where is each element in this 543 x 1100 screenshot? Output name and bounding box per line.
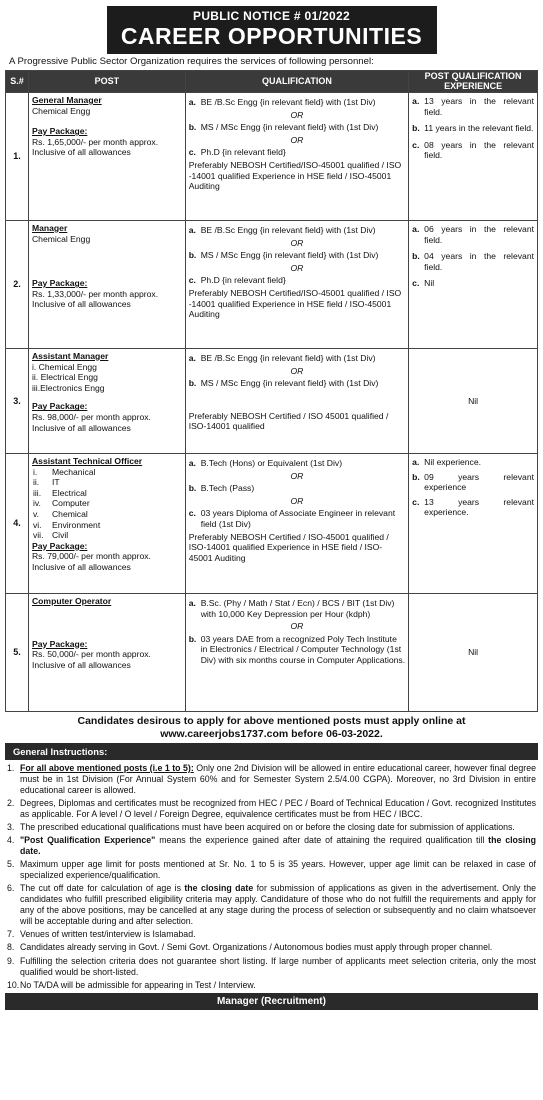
qualification-item: a. BE /B.Sc Engg {in relevant field} with (1st Div): [188, 225, 376, 235]
experience-item: a. 06 years in the relevant field.: [412, 224, 534, 245]
qualification-item: c. Ph.D {in relevant field}: [188, 275, 286, 286]
application-notice: [5, 715, 538, 740]
discipline-item: iv. Computer: [32, 498, 90, 509]
or-separator: OR: [290, 262, 304, 273]
experience-item: c. 13 years relevant experience.: [412, 496, 534, 518]
post-title: Computer Operator: [31, 596, 112, 606]
list-item: 9. Fulfilling the selection criteria does not guarantee short listing. If large number of applicants meet selection criteria, only the most qualified would be short-listed.: [7, 955, 536, 977]
pay-note: Inclusive of all allowances: [31, 422, 131, 433]
or-separator: OR: [290, 237, 304, 248]
qualification-item: a. BE /B.Sc Engg {in relevant field} with (1st Div): [188, 97, 376, 107]
pay-package-label: Pay Package:: [31, 126, 88, 137]
post-title: Assistant Technical Officer: [31, 456, 143, 466]
col-post: POST: [28, 71, 185, 93]
intro-text: A Progressive Public Sector Organization requires the services of following personnel:: [9, 56, 374, 67]
qualification-item: b. B.Tech (Pass): [188, 483, 255, 494]
signature-footer: Manager (Recruitment): [5, 993, 538, 1010]
notice-number: PUBLIC NOTICE # 01/2022: [193, 9, 350, 23]
row-number: 5.: [6, 594, 29, 712]
pay-note: Inclusive of all allowances: [31, 659, 131, 670]
notice-header: [107, 6, 437, 54]
list-item: 2. Degrees, Diplomas and certificates must be recognized from HEC / PEC / Board of Technical Education / Govt. recognized Institutes as applicable. For A level / O level / Foreign Degree, equivalence certificates must be from HEC / IBCC.: [7, 797, 536, 819]
row-number: 3.: [6, 349, 29, 454]
pay-note: Inclusive of all allowances: [31, 147, 131, 158]
qualification-item: c. 03 years Diploma of Associate Engineer in relevant field (1st Div): [188, 508, 396, 529]
or-separator: OR: [290, 365, 304, 376]
experience-cell: [409, 93, 538, 221]
pay-note: Inclusive of all allowances: [31, 299, 131, 310]
preferred-certification: Preferably NEBOSH Certified/ISO-45001 qualified / ISO -14001 qualified Experience in HSE field / ISO-45001 Auditing: [188, 159, 402, 192]
experience-item: c. Nil: [412, 278, 435, 289]
experience-item: b. 04 years in the relevant field.: [412, 251, 534, 272]
or-separator: OR: [290, 621, 304, 632]
experience-item: c. 08 years in the relevant field.: [412, 139, 534, 161]
qualification-cell: [185, 93, 408, 221]
experience-cell: Nil: [409, 594, 538, 712]
qualification-cell: [185, 454, 408, 594]
qualification-item: b. 03 years DAE from a recognized Poly Tech Institute in Electronics / Electrical / Computer Technology (1st Div) with six months course in Computer Applications.: [188, 633, 406, 665]
list-item: 1. For all above mentioned posts (i.e 1 to 5): Only one 2nd Division will be allowed in entire educational career, however final degree must be in 1st Division (For Annual System 60% and for Semester System 2.5/4.00 CGPA). Moreover, no 3rd Division in entire educational career is allowed.: [7, 763, 536, 795]
qualification-cell: [185, 221, 408, 349]
apply-line-2: www.careerjobs1737.com before 06-03-2022.: [160, 727, 383, 740]
table-row: [6, 221, 538, 349]
post-cell: [28, 349, 185, 454]
qualification-item: a. BE /B.Sc Engg {in relevant field} with (1st Div): [188, 353, 376, 363]
instructions-list: [5, 760, 538, 991]
list-item: 4. "Post Qualification Experience" means the experience gained after date of attaining the required qualification till the closing date.: [7, 835, 537, 857]
qualification-cell: [185, 349, 408, 454]
qualification-item: b. MS / MSc Engg {in relevant field} with (1st Div): [188, 250, 379, 261]
preferred-certification: Preferably NEBOSH Certified / ISO-45001 qualified / ISO-14001 qualified Experience in HSE field / ISO-45001 Auditing: [188, 531, 389, 563]
post-discipline: i. Chemical Engg: [31, 361, 97, 372]
experience-cell: [409, 221, 538, 349]
pay-amount: Rs. 1,65,000/- per month approx.: [31, 136, 159, 147]
row-number: 4.: [6, 454, 29, 594]
qualification-cell: [185, 594, 408, 712]
discipline-item: iii. Electrical: [32, 487, 87, 498]
list-item: 10. No TA/DA will be admissible for appearing in Test / Interview.: [7, 979, 256, 990]
post-discipline: ii. Electrical Engg: [31, 372, 98, 383]
discipline-item: v. Chemical: [32, 508, 88, 519]
experience-item: a. Nil experience.: [412, 457, 482, 467]
table-header-row: [6, 71, 538, 93]
qualification-item: c. Ph.D {in relevant field}: [188, 147, 286, 158]
experience-item: b. 09 years relevant experience: [412, 471, 534, 493]
pay-amount: Rs. 98,000/- per month approx.: [31, 411, 151, 422]
or-separator: OR: [290, 495, 304, 506]
table-row: [6, 349, 538, 454]
apply-line-1: Candidates desirous to apply for above mentioned posts must apply online at: [77, 715, 466, 727]
or-separator: OR: [290, 470, 304, 481]
list-item: 5. Maximum upper age limit for posts mentioned at Sr. No. 1 to 5 is 35 years. However, upper age limit can be relaxed in case of specialized experience/qualification.: [7, 859, 536, 881]
post-title: Manager: [31, 223, 68, 233]
post-cell: [28, 93, 185, 221]
pay-package-label: Pay Package:: [31, 638, 88, 649]
or-separator: OR: [290, 109, 304, 120]
pay-package-label: Pay Package:: [31, 278, 88, 289]
post-discipline: Chemical Engg: [31, 233, 91, 244]
experience-cell: [409, 454, 538, 594]
qualification-item: b. MS / MSc Engg {in relevant field} with (1st Div): [188, 122, 379, 133]
experience-item: b. 11 years in the relevant field.: [412, 123, 534, 134]
post-cell: [28, 454, 185, 594]
instructions-title: General Instructions:: [5, 743, 538, 760]
qualification-item: a. B.Sc. (Phy / Math / Stat / Ecn) / BCS / BIT (1st Div) with 10,000 Key Depression per Hour (kdph): [188, 598, 395, 619]
discipline-item: i. Mechanical: [32, 466, 96, 477]
pay-package-label: Pay Package:: [31, 401, 88, 412]
post-cell: [28, 221, 185, 349]
experience-item: a. 13 years in the relevant field.: [412, 96, 534, 117]
preferred-certification: Preferably NEBOSH Certified/ISO-45001 qualified / ISO -14001 qualified Experience in HSE field / ISO-45001 Auditing: [188, 287, 402, 320]
row-number: 2.: [6, 221, 29, 349]
list-item: 8. Candidates already serving in Govt. / Semi Govt. Organizations / Autonomous bodies must apply through proper channel.: [7, 942, 493, 953]
notice-title: CAREER OPPORTUNITIES: [120, 23, 423, 49]
col-experience: POST QUALIFICATION EXPERIENCE: [409, 71, 538, 93]
pay-amount: Rs. 79,000/- per month approx.: [31, 551, 151, 562]
post-discipline: iii.Electronics Engg: [31, 382, 105, 393]
preferred-certification: Preferably NEBOSH Certified / ISO 45001 qualified / ISO-14001 qualified: [188, 410, 389, 432]
table-row: [6, 454, 538, 594]
table-row: [6, 594, 538, 712]
pay-package-label: Pay Package:: [31, 540, 88, 551]
pay-amount: Rs. 1,33,000/- per month approx.: [31, 288, 159, 299]
table-row: [6, 93, 538, 221]
post-discipline: Chemical Engg: [31, 105, 91, 116]
qualification-item: b. MS / MSc Engg {in relevant field} with (1st Div): [188, 378, 379, 389]
discipline-item: vii. Civil: [32, 530, 69, 541]
experience-cell: Nil: [409, 349, 538, 454]
list-item: 6. The cut off date for calculation of age is the closing date for submission of applications as given in the advertisement. Only the candidates who fulfill prescribed eligibility criteria may apply. Candidature of those who do not fulfill the requirements and apply for any of the above positions, may be cancelled at any stage during the process of selection or subsequently and no claim whatsoever will be acceptable during and after selection.: [7, 883, 536, 926]
col-qualification: QUALIFICATION: [185, 71, 408, 93]
col-sn: S.#: [6, 71, 29, 93]
qualification-item: a. B.Tech (Hons) or Equivalent (1st Div): [188, 458, 343, 468]
pay-amount: Rs. 50,000/- per month approx.: [31, 649, 151, 660]
pay-note: Inclusive of all allowances: [31, 561, 131, 572]
list-item: 3. The prescribed educational qualifications must have been acquired on or before the closing date for submission of applications.: [7, 821, 515, 832]
list-item: 7. Venues of written test/interview is Islamabad.: [7, 929, 196, 940]
row-number: 1.: [6, 93, 29, 221]
or-separator: OR: [290, 134, 304, 145]
post-cell: [28, 594, 185, 712]
post-title: Assistant Manager: [31, 351, 109, 361]
post-title: General Manager: [31, 95, 102, 105]
discipline-item: vi. Environment: [32, 519, 101, 530]
discipline-item: ii. IT: [32, 477, 60, 488]
positions-table: [5, 70, 538, 712]
